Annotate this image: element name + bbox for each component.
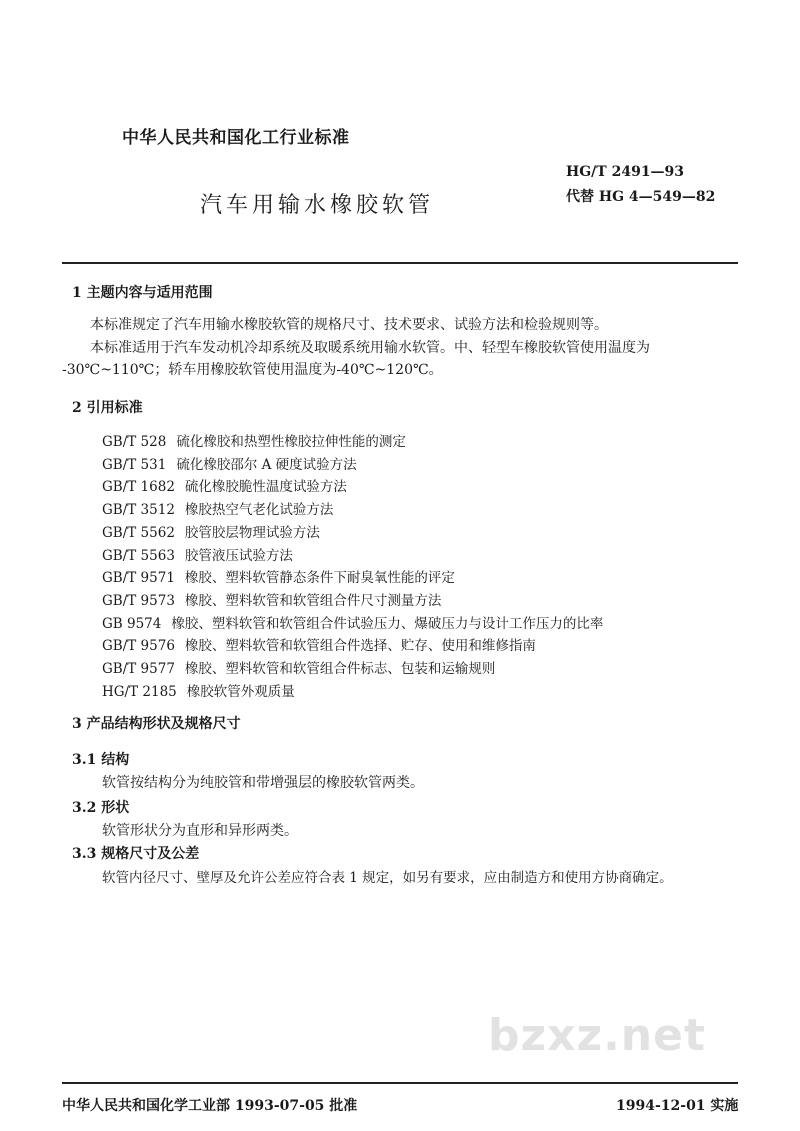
section-3-3-heading: 3.3 规格尺寸及公差 — [72, 846, 200, 862]
section-2-heading: 2 引用标准 — [72, 400, 143, 416]
reference-code: GB/T 9571 — [102, 570, 175, 587]
reference-title: 硫化橡胶和热塑性橡胶拉伸性能的测定 — [176, 434, 406, 450]
reference-title: 橡胶、塑料软管和软管组合件尺寸测量方法 — [184, 592, 442, 609]
document-title: 汽车用输水橡胶软管 — [200, 193, 435, 218]
section-1-paragraph-2b: -30℃~110℃；轿车用橡胶软管使用温度为-40℃~120℃。 — [62, 362, 443, 378]
section-3-2-text: 软管形状分为直形和异形两类。 — [102, 823, 298, 839]
section-3-2-heading: 3.2 形状 — [72, 800, 130, 816]
section-3-1-heading: 3.1 结构 — [72, 752, 130, 768]
reference-item — [102, 430, 406, 450]
reference-title: 橡胶、塑料软管和软管组合件标志、包装和运输规则 — [184, 661, 496, 677]
reference-title: 橡胶、塑料软管静态条件下耐臭氧性能的评定 — [184, 570, 455, 587]
reference-item — [102, 521, 320, 541]
reference-title: 橡胶、塑料软管和软管组合件试验压力、爆破压力与设计工作压力的比率 — [171, 615, 604, 632]
reference-item — [102, 498, 333, 518]
reference-code: GB/T 1682 — [102, 479, 175, 496]
reference-item — [102, 589, 441, 609]
reference-code: GB/T 5563 — [102, 547, 175, 564]
reference-item — [102, 566, 455, 586]
reference-code: GB/T 9573 — [102, 592, 175, 609]
standard-code: HG/T 2491—93 — [566, 164, 685, 180]
reference-item — [102, 680, 295, 700]
reference-title: 硫化橡胶脆性温度试验方法 — [184, 479, 347, 496]
watermark: bzxz.net — [488, 1010, 707, 1061]
reference-code: GB/T 528 — [102, 434, 167, 450]
section-3-1-text: 软管按结构分为纯胶管和带增强层的橡胶软管两类。 — [102, 775, 424, 791]
reference-title: 橡胶、塑料软管和软管组合件选择、贮存、使用和维修指南 — [184, 638, 536, 655]
header-rule — [62, 262, 738, 264]
section-3-3-text: 软管内径尺寸、壁厚及允许公差应符合表 1 规定，如另有要求，应由制造方和使用方协商确定。 — [102, 870, 673, 886]
reference-code: GB/T 9576 — [102, 638, 175, 655]
section-3-heading: 3 产品结构形状及规格尺寸 — [72, 716, 241, 732]
reference-code: GB/T 3512 — [102, 502, 175, 519]
reference-title: 胶管液压试验方法 — [184, 547, 293, 564]
footer-rule — [62, 1082, 738, 1084]
reference-code: GB/T 5562 — [102, 524, 175, 541]
replaces-code: 代替 HG 4—549—82 — [566, 189, 716, 205]
reference-item — [102, 453, 357, 473]
reference-code: GB/T 9577 — [102, 661, 175, 677]
section-1-heading: 1 主题内容与适用范围 — [72, 285, 213, 301]
reference-item — [102, 634, 536, 654]
reference-item — [102, 544, 293, 564]
reference-code: GB/T 531 — [102, 456, 167, 473]
reference-title: 橡胶软管外观质量 — [186, 683, 295, 700]
reference-title: 硫化橡胶邵尔 A 硬度试验方法 — [176, 456, 357, 473]
issuing-body-title: 中华人民共和国化工行业标准 — [122, 128, 350, 148]
reference-code: HG/T 2185 — [102, 683, 177, 700]
approval-note: 中华人民共和国化学工业部 1993-07-05 批准 — [62, 1098, 358, 1114]
reference-title: 胶管胶层物理试验方法 — [184, 524, 320, 541]
section-1-paragraph-1: 本标准规定了汽车用输水橡胶软管的规格尺寸、技术要求、试验方法和检验规则等。 — [90, 317, 608, 333]
section-1-paragraph-2a: 本标准适用于汽车发动机冷却系统及取暖系统用输水软管。中、轻型车橡胶软管使用温度为 — [90, 340, 650, 356]
effective-date: 1994-12-01 实施 — [616, 1098, 739, 1114]
reference-item — [102, 475, 347, 495]
reference-code: GB 9574 — [102, 615, 162, 632]
reference-title: 橡胶热空气老化试验方法 — [184, 502, 334, 519]
reference-item — [102, 612, 603, 632]
reference-item — [102, 657, 495, 677]
